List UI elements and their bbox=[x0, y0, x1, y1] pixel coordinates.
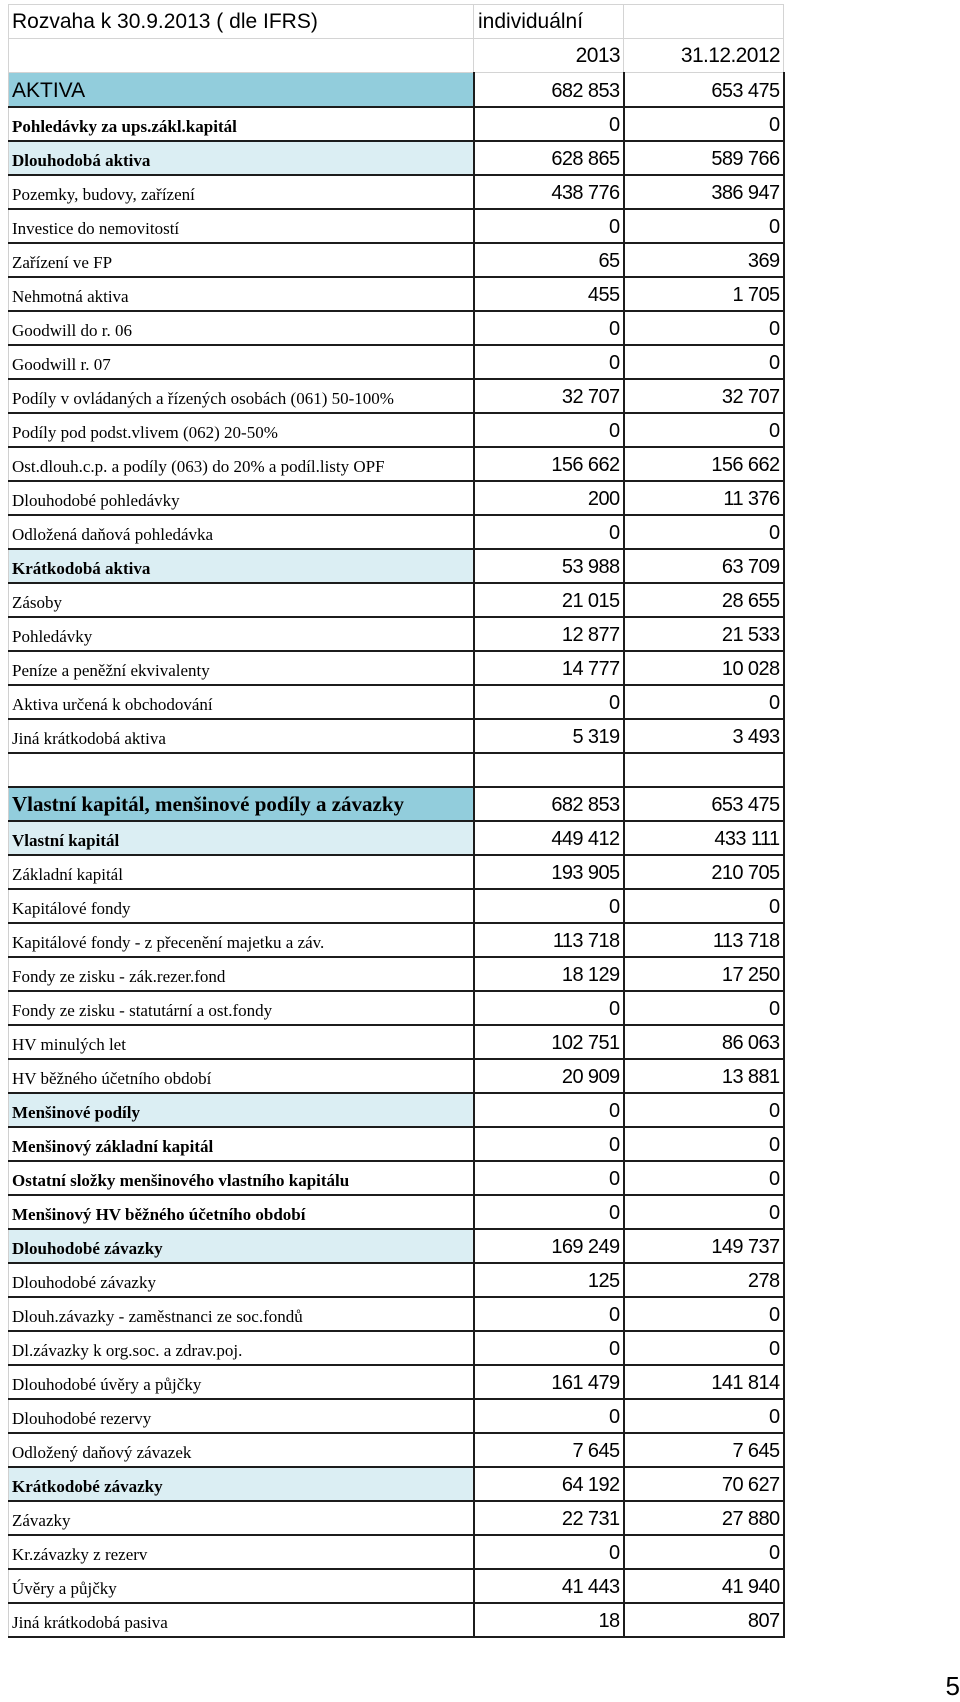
value-2012: 433 111 bbox=[624, 821, 784, 855]
table-row bbox=[9, 957, 784, 991]
value-2012: 113 718 bbox=[624, 923, 784, 957]
value-2013: 169 249 bbox=[474, 1229, 624, 1263]
row-label: Krátkodobé závazky bbox=[9, 1467, 474, 1501]
row-label: Jiná krátkodobá aktiva bbox=[9, 719, 474, 753]
value-2012: 1 705 bbox=[624, 277, 784, 311]
table-row bbox=[9, 889, 784, 923]
value-2012: 7 645 bbox=[624, 1433, 784, 1467]
table-row bbox=[9, 515, 784, 549]
table-row bbox=[9, 379, 784, 413]
value-2013: 156 662 bbox=[474, 447, 624, 481]
row-label: Podíly pod podst.vlivem (062) 20-50% bbox=[9, 413, 474, 447]
table-row bbox=[9, 447, 784, 481]
value-2013: 102 751 bbox=[474, 1025, 624, 1059]
value-2012: 0 bbox=[624, 1195, 784, 1229]
value-2012: 653 475 bbox=[624, 73, 784, 107]
value-2013: 0 bbox=[474, 1127, 624, 1161]
value-2013: 0 bbox=[474, 209, 624, 243]
value-2013: 22 731 bbox=[474, 1501, 624, 1535]
row-label: Dlouhodobé rezervy bbox=[9, 1399, 474, 1433]
table-row bbox=[9, 991, 784, 1025]
value-2013: 113 718 bbox=[474, 923, 624, 957]
row-label: Závazky bbox=[9, 1501, 474, 1535]
table-row bbox=[9, 1161, 784, 1195]
value-2013: 0 bbox=[474, 685, 624, 719]
value-2012: 0 bbox=[624, 515, 784, 549]
value-2013: 21 015 bbox=[474, 583, 624, 617]
value-2012: 653 475 bbox=[624, 787, 784, 821]
row-label: Kapitálové fondy bbox=[9, 889, 474, 923]
row-label: Pohledávky bbox=[9, 617, 474, 651]
value-2013: 200 bbox=[474, 481, 624, 515]
header-row-columns bbox=[9, 39, 784, 73]
row-label: Nehmotná aktiva bbox=[9, 277, 474, 311]
table-row bbox=[9, 1365, 784, 1399]
table-row bbox=[9, 345, 784, 379]
row-label: Odložená daňová pohledávka bbox=[9, 515, 474, 549]
row-label: Odložený daňový závazek bbox=[9, 1433, 474, 1467]
value-2013: 64 192 bbox=[474, 1467, 624, 1501]
report-type: individuální bbox=[474, 5, 624, 39]
value-2012: 41 940 bbox=[624, 1569, 784, 1603]
value-2013: 12 877 bbox=[474, 617, 624, 651]
value-2012: 3 493 bbox=[624, 719, 784, 753]
value-2012 bbox=[624, 753, 784, 787]
value-2013: 0 bbox=[474, 1331, 624, 1365]
value-2013: 628 865 bbox=[474, 141, 624, 175]
row-label: Dlouh.závazky - zaměstnanci ze soc.fondů bbox=[9, 1297, 474, 1331]
table-row bbox=[9, 549, 784, 583]
value-2012: 278 bbox=[624, 1263, 784, 1297]
header-row-title bbox=[9, 5, 784, 39]
value-2013: 20 909 bbox=[474, 1059, 624, 1093]
table-row bbox=[9, 481, 784, 515]
row-label: Krátkodobá aktiva bbox=[9, 549, 474, 583]
row-label: Základní kapitál bbox=[9, 855, 474, 889]
table-row bbox=[9, 1331, 784, 1365]
table-row bbox=[9, 73, 784, 107]
row-label: Zařízení ve FP bbox=[9, 243, 474, 277]
row-label: Pozemky, budovy, zařízení bbox=[9, 175, 474, 209]
row-label: Jiná krátkodobá pasiva bbox=[9, 1603, 474, 1637]
value-2012: 386 947 bbox=[624, 175, 784, 209]
value-2013: 682 853 bbox=[474, 73, 624, 107]
table-row bbox=[9, 107, 784, 141]
table-row bbox=[9, 277, 784, 311]
value-2012: 32 707 bbox=[624, 379, 784, 413]
table-row bbox=[9, 719, 784, 753]
value-2012: 21 533 bbox=[624, 617, 784, 651]
value-2013: 53 988 bbox=[474, 549, 624, 583]
row-label: Ostatní složky menšinového vlastního kapitálu bbox=[9, 1161, 474, 1195]
row-label: Peníze a peněžní ekvivalenty bbox=[9, 651, 474, 685]
table-row bbox=[9, 1025, 784, 1059]
table-row bbox=[9, 651, 784, 685]
table-row bbox=[9, 1535, 784, 1569]
value-2012: 0 bbox=[624, 311, 784, 345]
row-label: HV běžného účetního období bbox=[9, 1059, 474, 1093]
row-label: Vlastní kapitál bbox=[9, 821, 474, 855]
balance-sheet-table bbox=[8, 4, 785, 1638]
value-2013: 161 479 bbox=[474, 1365, 624, 1399]
value-2012: 0 bbox=[624, 1127, 784, 1161]
table-row bbox=[9, 413, 784, 447]
table-row bbox=[9, 1059, 784, 1093]
table-row bbox=[9, 243, 784, 277]
row-label: Goodwill do r. 06 bbox=[9, 311, 474, 345]
table-row bbox=[9, 1195, 784, 1229]
table-row bbox=[9, 1263, 784, 1297]
spacer-row bbox=[9, 753, 784, 787]
table-row bbox=[9, 175, 784, 209]
row-label: Fondy ze zisku - statutární a ost.fondy bbox=[9, 991, 474, 1025]
table-row bbox=[9, 923, 784, 957]
row-label: Dl.závazky k org.soc. a zdrav.poj. bbox=[9, 1331, 474, 1365]
value-2013: 0 bbox=[474, 1399, 624, 1433]
value-2012: 28 655 bbox=[624, 583, 784, 617]
row-label: Menšinové podíly bbox=[9, 1093, 474, 1127]
value-2013: 438 776 bbox=[474, 175, 624, 209]
column-header-2012: 31.12.2012 bbox=[624, 39, 784, 73]
table-row bbox=[9, 1297, 784, 1331]
row-label: Úvěry a půjčky bbox=[9, 1569, 474, 1603]
table-row bbox=[9, 311, 784, 345]
page-number: 5 bbox=[945, 1671, 960, 1701]
value-2013: 449 412 bbox=[474, 821, 624, 855]
value-2012: 63 709 bbox=[624, 549, 784, 583]
header-empty-cell bbox=[9, 39, 474, 73]
value-2012: 0 bbox=[624, 209, 784, 243]
value-2012: 11 376 bbox=[624, 481, 784, 515]
value-2013: 14 777 bbox=[474, 651, 624, 685]
table-row bbox=[9, 1467, 784, 1501]
value-2013: 193 905 bbox=[474, 855, 624, 889]
value-2012: 0 bbox=[624, 1161, 784, 1195]
value-2012: 70 627 bbox=[624, 1467, 784, 1501]
value-2012: 0 bbox=[624, 413, 784, 447]
value-2013: 41 443 bbox=[474, 1569, 624, 1603]
table-row bbox=[9, 1127, 784, 1161]
row-label: Pohledávky za ups.zákl.kapitál bbox=[9, 107, 474, 141]
value-2012: 589 766 bbox=[624, 141, 784, 175]
row-label: Dlouhodobá aktiva bbox=[9, 141, 474, 175]
value-2012: 0 bbox=[624, 1093, 784, 1127]
value-2013: 0 bbox=[474, 345, 624, 379]
value-2012: 0 bbox=[624, 345, 784, 379]
row-label: Dlouhodobé závazky bbox=[9, 1229, 474, 1263]
row-label: Dlouhodobé pohledávky bbox=[9, 481, 474, 515]
value-2012: 141 814 bbox=[624, 1365, 784, 1399]
table-row bbox=[9, 685, 784, 719]
table-row bbox=[9, 1093, 784, 1127]
table-row bbox=[9, 1603, 784, 1637]
row-label: Dlouhodobé závazky bbox=[9, 1263, 474, 1297]
value-2013: 7 645 bbox=[474, 1433, 624, 1467]
table-row bbox=[9, 821, 784, 855]
value-2012: 13 881 bbox=[624, 1059, 784, 1093]
value-2012: 86 063 bbox=[624, 1025, 784, 1059]
value-2013: 5 319 bbox=[474, 719, 624, 753]
row-label: Aktiva určená k obchodování bbox=[9, 685, 474, 719]
row-label: HV minulých let bbox=[9, 1025, 474, 1059]
value-2012: 0 bbox=[624, 1535, 784, 1569]
table-row bbox=[9, 1399, 784, 1433]
value-2013: 682 853 bbox=[474, 787, 624, 821]
value-2013: 0 bbox=[474, 1161, 624, 1195]
value-2013: 0 bbox=[474, 889, 624, 923]
row-label: Menšinový HV běžného účetního období bbox=[9, 1195, 474, 1229]
table-row bbox=[9, 855, 784, 889]
table-row bbox=[9, 1569, 784, 1603]
value-2012: 0 bbox=[624, 889, 784, 923]
table-row bbox=[9, 141, 784, 175]
value-2012: 0 bbox=[624, 1399, 784, 1433]
row-label: Zásoby bbox=[9, 583, 474, 617]
table-row bbox=[9, 209, 784, 243]
row-label: Goodwill r. 07 bbox=[9, 345, 474, 379]
table-row bbox=[9, 583, 784, 617]
value-2013: 32 707 bbox=[474, 379, 624, 413]
value-2013: 125 bbox=[474, 1263, 624, 1297]
row-label bbox=[9, 753, 474, 787]
column-header-2013: 2013 bbox=[474, 39, 624, 73]
value-2013: 0 bbox=[474, 1297, 624, 1331]
value-2012: 369 bbox=[624, 243, 784, 277]
value-2013: 455 bbox=[474, 277, 624, 311]
value-2012: 0 bbox=[624, 1331, 784, 1365]
value-2012: 0 bbox=[624, 1297, 784, 1331]
value-2013: 0 bbox=[474, 311, 624, 345]
value-2013: 0 bbox=[474, 1093, 624, 1127]
sheet-title: Rozvaha k 30.9.2013 ( dle IFRS) bbox=[9, 5, 474, 39]
table-row bbox=[9, 617, 784, 651]
value-2012: 27 880 bbox=[624, 1501, 784, 1535]
row-label: Fondy ze zisku - zák.rezer.fond bbox=[9, 957, 474, 991]
value-2013: 0 bbox=[474, 991, 624, 1025]
value-2012: 0 bbox=[624, 991, 784, 1025]
value-2013: 18 bbox=[474, 1603, 624, 1637]
row-label: Menšinový základní kapitál bbox=[9, 1127, 474, 1161]
table-row bbox=[9, 1501, 784, 1535]
value-2013: 0 bbox=[474, 1535, 624, 1569]
value-2012: 0 bbox=[624, 685, 784, 719]
row-label: Kapitálové fondy - z přecenění majetku a záv. bbox=[9, 923, 474, 957]
table-row bbox=[9, 1229, 784, 1263]
value-2013: 65 bbox=[474, 243, 624, 277]
row-label: Investice do nemovitostí bbox=[9, 209, 474, 243]
row-label: Podíly v ovládaných a řízených osobách (061) 50-100% bbox=[9, 379, 474, 413]
value-2012: 17 250 bbox=[624, 957, 784, 991]
header-empty-cell bbox=[624, 5, 784, 39]
value-2012: 10 028 bbox=[624, 651, 784, 685]
value-2013: 18 129 bbox=[474, 957, 624, 991]
row-label: Kr.závazky z rezerv bbox=[9, 1535, 474, 1569]
value-2012: 807 bbox=[624, 1603, 784, 1637]
value-2012: 156 662 bbox=[624, 447, 784, 481]
value-2013: 0 bbox=[474, 515, 624, 549]
table-row bbox=[9, 1433, 784, 1467]
value-2012: 149 737 bbox=[624, 1229, 784, 1263]
row-label: Dlouhodobé úvěry a půjčky bbox=[9, 1365, 474, 1399]
value-2013: 0 bbox=[474, 413, 624, 447]
value-2012: 210 705 bbox=[624, 855, 784, 889]
value-2013 bbox=[474, 753, 624, 787]
value-2012: 0 bbox=[624, 107, 784, 141]
row-label: Ost.dlouh.c.p. a podíly (063) do 20% a podíl.listy OPF bbox=[9, 447, 474, 481]
row-label: Vlastní kapitál, menšinové podíly a závazky bbox=[9, 787, 474, 821]
value-2013: 0 bbox=[474, 107, 624, 141]
row-label: AKTIVA bbox=[9, 73, 474, 107]
value-2013: 0 bbox=[474, 1195, 624, 1229]
table-row bbox=[9, 787, 784, 821]
